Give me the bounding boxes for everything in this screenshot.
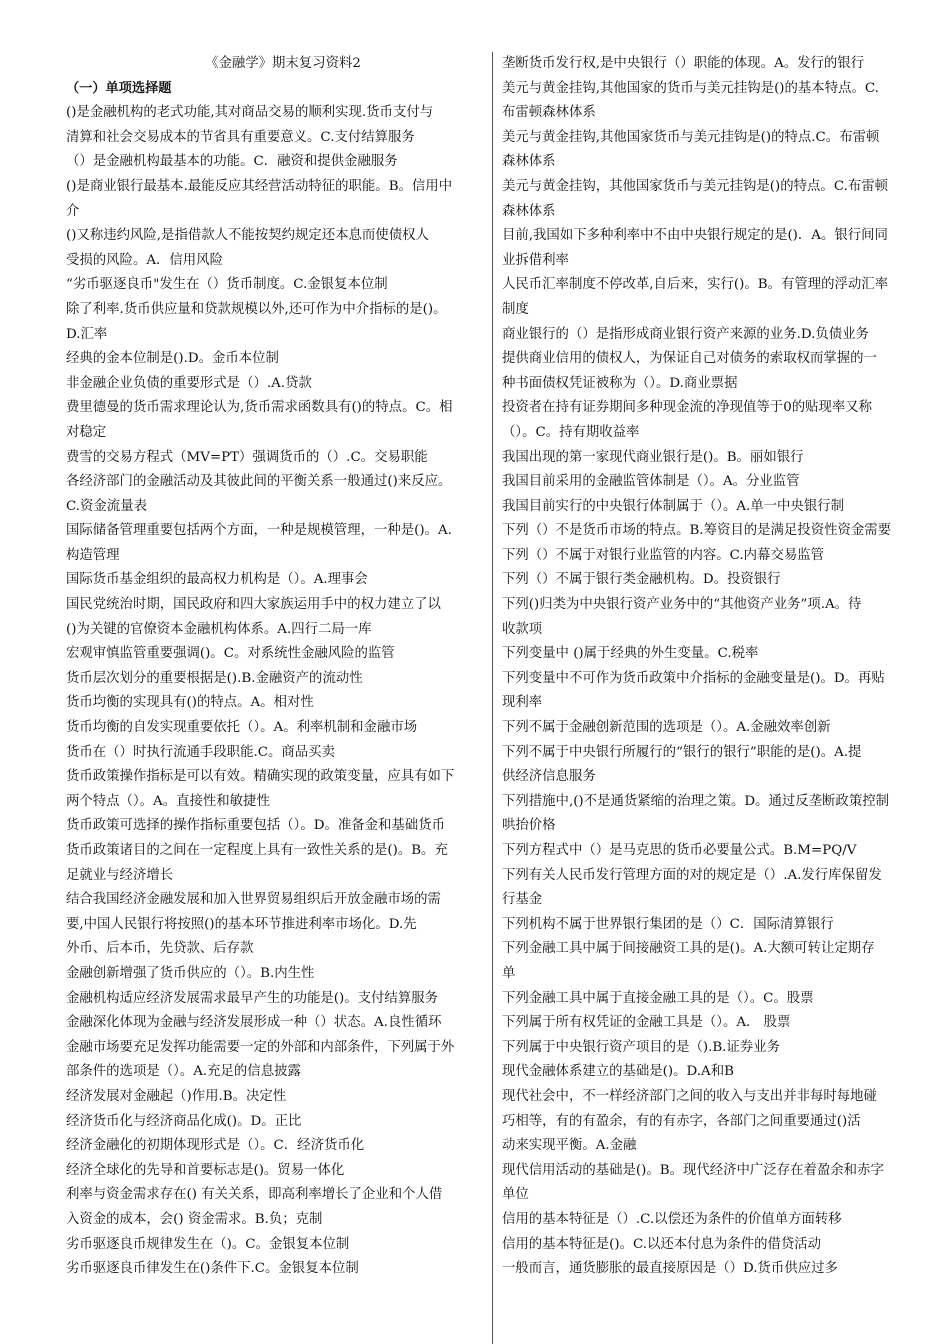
question-text-line: 我国出现的第一家现代商业银行是()。B。丽如银行 bbox=[502, 449, 804, 465]
question-item bbox=[502, 519, 922, 544]
question-item bbox=[66, 642, 480, 667]
question-item bbox=[502, 839, 922, 864]
question-text-line: 货币均衡的实现具有()的特点。A。相对性 bbox=[66, 695, 314, 711]
question-item bbox=[502, 642, 922, 667]
question-text-line: 信用的基本特征是()。C.以还本付息为条件的借贷活动 bbox=[502, 1236, 822, 1252]
question-item bbox=[66, 101, 480, 150]
question-item bbox=[502, 126, 922, 175]
question-text-line: ()是商业银行最基本.最能反应其经营活动特征的职能。B。信用中 bbox=[66, 178, 453, 194]
question-text-line: ()又称违约风险,是指借款人不能按契约规定还本息而使债权人 bbox=[66, 228, 429, 244]
question-text-line: 外币、后本币，先贷款、后存款 bbox=[66, 941, 254, 957]
question-item bbox=[502, 544, 922, 569]
question-text-line: 宏观审慎监管重要强调()。C。对系统性金融风险的监管 bbox=[66, 646, 395, 662]
question-item bbox=[502, 1036, 922, 1061]
question-text-line: 下列措施中,()不是通货紧缩的治理之策。D。通过反垄断政策控制 bbox=[502, 793, 889, 809]
question-text-line: （）。C。持有期收益率 bbox=[502, 424, 640, 440]
section-heading: （一）单项选择题 bbox=[66, 80, 172, 96]
question-text-line: 下列变量中 ()属于经典的外生变量。C.税率 bbox=[502, 646, 759, 662]
question-text-line: 货币在（）时执行流通手段职能.C。商品买卖 bbox=[66, 744, 335, 760]
question-item bbox=[66, 1134, 480, 1159]
question-text-line: 货币政策操作指标是可以有效。精确实现的政策变量，应具有如下 bbox=[66, 769, 455, 785]
question-text-line: 货币层次划分的重要根据是().B.金融资产的流动性 bbox=[66, 670, 363, 686]
question-item bbox=[66, 741, 480, 766]
question-text-line: 结合我国经济金融发展和加入世界贸易组织后开放金融市场的需 bbox=[66, 892, 441, 908]
question-item bbox=[66, 224, 480, 273]
question-text-line: 我国目前采用的金融监管体制是（）。A。分业监管 bbox=[502, 474, 800, 490]
question-item bbox=[66, 396, 480, 445]
question-text-line: 人民币汇率制度不停改革,自后来，实行()。B。有管理的浮动汇率 bbox=[502, 277, 889, 293]
question-text-line: 利率与资金需求存在() 有关关系，即高利率增长了企业和个人借 bbox=[66, 1187, 443, 1203]
question-item bbox=[66, 716, 480, 741]
question-text-line: 单位 bbox=[502, 1187, 529, 1203]
question-text-line: 商业银行的（）是指形成商业银行资产来源的业务.D.负债业务 bbox=[502, 326, 869, 342]
question-item bbox=[66, 839, 480, 888]
question-item bbox=[502, 864, 922, 913]
document-title: 《金融学》期末复习资料2 bbox=[205, 56, 361, 71]
question-item bbox=[66, 691, 480, 716]
left-column bbox=[66, 52, 493, 1344]
question-item bbox=[66, 888, 480, 962]
question-text-line: 现代信用活动的基础是()。B。现代经济中广泛存在着盈余和赤字 bbox=[502, 1162, 884, 1178]
question-item bbox=[66, 1085, 480, 1110]
left-question-list bbox=[66, 101, 480, 1282]
question-text-line: 哄抬价格 bbox=[502, 818, 556, 834]
question-text-line: 我国目前实行的中央银行体制属于（）。A.单一中央银行制 bbox=[502, 498, 844, 514]
question-item bbox=[66, 1159, 480, 1184]
question-item bbox=[502, 446, 922, 471]
question-item bbox=[502, 470, 922, 495]
question-text-line: 金融深化体现为金融与经济发展形成一种（）状态。A.良性循环 bbox=[66, 1015, 442, 1031]
question-text-line: 垄断货币发行权,是中央银行（）职能的体现。A。发行的银行 bbox=[502, 56, 865, 71]
question-text-line: 现代社会中，不一样经济部门之间的收入与支出并非每时每地碰 bbox=[502, 1088, 877, 1104]
question-text-line: 下列不属于金融创新范围的选项是（）。A.金融效率创新 bbox=[502, 720, 831, 736]
question-item bbox=[66, 347, 480, 372]
question-text-line: 下列机构不属于世界银行集团的是（）C．国际清算银行 bbox=[502, 916, 834, 932]
question-text-line: C.资金流量表 bbox=[66, 498, 147, 514]
question-item bbox=[66, 765, 480, 814]
question-text-line: 业拆借利率 bbox=[502, 252, 569, 268]
question-text-line: 信用的基本特征是（）.C.以偿还为条件的价值单方面转移 bbox=[502, 1211, 842, 1227]
question-text-line: 经济全球化的先导和首要标志是()。贸易一体化 bbox=[66, 1162, 345, 1178]
question-text-line: 下列金融工具中属于直接金融工具的是（）。C。股票 bbox=[502, 990, 814, 1006]
question-text-line: 劣币驱逐良币规律发生在（)。C。金银复本位制 bbox=[66, 1236, 350, 1252]
question-item bbox=[66, 987, 480, 1012]
question-item bbox=[502, 716, 922, 741]
question-item bbox=[66, 470, 480, 519]
question-text-line: 经济发展对金融起（)作用.B。决定性 bbox=[66, 1088, 287, 1104]
question-text-line: 布雷顿森林体系 bbox=[502, 105, 596, 121]
question-text-line: 劣币驱逐良币律发生在()条件下.C。金银复本位制 bbox=[66, 1261, 359, 1277]
question-text-line: 行基金 bbox=[502, 892, 543, 908]
question-text-line: 经济货币化与经济商品化成()。D。正比 bbox=[66, 1113, 302, 1129]
question-text-line: 入资金的成本，会() 资金需求。B.负；克制 bbox=[66, 1211, 323, 1227]
question-item bbox=[502, 175, 922, 224]
question-text-line: 巧相等，有的有盈余，有的有赤字，各部门之间重要通过()活 bbox=[502, 1113, 861, 1129]
question-item bbox=[66, 962, 480, 987]
question-item bbox=[66, 273, 480, 298]
question-item bbox=[502, 52, 922, 77]
question-item bbox=[502, 1257, 922, 1282]
question-text-line: 制度 bbox=[502, 301, 529, 317]
question-text-line: 下列属于中央银行资产项目的是（).B.证券业务 bbox=[502, 1039, 780, 1055]
question-text-line: 金融市场要充足发挥功能需要一定的外部和内部条件，下列属于外 bbox=[66, 1039, 455, 1055]
question-text-line: 下列（）不属于对银行业监管的内容。C.内幕交易监管 bbox=[502, 547, 825, 563]
question-item bbox=[66, 175, 480, 224]
question-text-line: 非金融企业负债的重要形式是（）.A.贷款 bbox=[66, 375, 312, 391]
question-text-line: 动来实现平衡。A.金融 bbox=[502, 1138, 637, 1154]
question-item bbox=[66, 298, 480, 347]
question-text-line: 现代金融体系建立的基础是()。D.A和B bbox=[502, 1064, 734, 1080]
question-text-line: 国际储备管理重要包括两个方面，一种是规模管理，一种是()。A. bbox=[66, 523, 452, 539]
question-text-line: 货币均衡的自发实现重要依托（）。A。利率机制和金融市场 bbox=[66, 720, 418, 736]
question-text-line: 美元与黄金挂钩，其他国家货币与美元挂钩是()的特点。C.布雷顿 bbox=[502, 178, 889, 194]
question-text-line: 下列不属于中央银行所履行的“银行的银行”职能的是()。A.提 bbox=[502, 744, 862, 760]
question-item bbox=[66, 1036, 480, 1085]
question-item bbox=[502, 323, 922, 348]
question-item bbox=[502, 937, 922, 986]
question-text-line: 经典的金本位制是().D。金币本位制 bbox=[66, 351, 279, 367]
question-text-line: 下列（）不属于银行类金融机构。D。投资银行 bbox=[502, 572, 781, 588]
question-text-line: 一般而言，通货膨胀的最直接原因是（）D.货币供应过多 bbox=[502, 1261, 838, 1277]
question-text-line: 下列（）不是货币市场的特点。B.筹资目的是满足投资性资金需要 bbox=[502, 523, 892, 539]
question-item bbox=[502, 790, 922, 839]
question-item bbox=[66, 446, 480, 471]
question-text-line: D.汇率 bbox=[66, 326, 108, 342]
question-item bbox=[66, 372, 480, 397]
question-text-line: 单 bbox=[502, 965, 516, 981]
question-text-line: 目前,我国如下多种利率中不由中央银行规定的是()．A。银行间同 bbox=[502, 228, 888, 244]
question-item bbox=[502, 593, 922, 642]
question-text-line: 部条件的选项是（）。A.充足的信息披露 bbox=[66, 1064, 301, 1080]
question-text-line: （）是金融机构最基本的功能。C．融资和提供金融服务 bbox=[66, 154, 398, 170]
question-item bbox=[502, 495, 922, 520]
question-text-line: ()是金融机构的老式功能,其对商品交易的顺利实现.货币支付与 bbox=[66, 105, 434, 121]
question-item bbox=[502, 77, 922, 126]
question-item bbox=[66, 1233, 480, 1258]
question-item bbox=[502, 1060, 922, 1085]
right-question-list bbox=[502, 52, 922, 1282]
question-text-line: 国际货币基金组织的最高权力机构是（）。A.理事会 bbox=[66, 572, 368, 588]
question-text-line: 收款项 bbox=[502, 621, 543, 637]
question-text-line: 森林体系 bbox=[502, 203, 556, 219]
question-text-line: 下列变量中不可作为货币政策中介指标的金融变量是()。D。再贴 bbox=[502, 670, 885, 686]
question-item bbox=[502, 273, 922, 322]
question-item bbox=[66, 519, 480, 568]
question-item bbox=[502, 1233, 922, 1258]
question-text-line: 对稳定 bbox=[66, 424, 107, 440]
question-text-line: ()为关键的官僚资本金融机构体系。A.四行二局一库 bbox=[66, 621, 372, 637]
question-text-line: 金融机构适应经济发展需求最早产生的功能是()。支付结算服务 bbox=[66, 990, 438, 1006]
question-text-line: 下列()归类为中央银行资产业务中的“其他资产业务”项.A。待 bbox=[502, 597, 862, 613]
question-text-line: 受损的风险。A．信用风险 bbox=[66, 252, 223, 268]
question-text-line: 经济金融化的初期体现形式是（）。C．经济货币化 bbox=[66, 1138, 365, 1154]
question-item bbox=[66, 593, 480, 642]
question-item bbox=[66, 667, 480, 692]
question-text-line: “劣币驱逐良币"发生在（）货币制度。C.金银复本位制 bbox=[66, 277, 388, 293]
question-text-line: 国民党统治时期，国民政府和四大家族运用手中的权力建立了以 bbox=[66, 597, 441, 613]
question-item bbox=[502, 224, 922, 273]
question-text-line: 货币政策诸目的之间在一定程度上具有一致性关系的是()。B。充 bbox=[66, 843, 448, 858]
question-text-line: 种书面债权凭证被称为（）。D.商业票据 bbox=[502, 375, 738, 391]
question-text-line: 森林体系 bbox=[502, 154, 556, 170]
question-text-line: 下列金融工具中属于间接融资工具的是()。A.大额可转让定期存 bbox=[502, 941, 875, 957]
question-text-line: 供经济信息服务 bbox=[502, 769, 596, 785]
question-text-line: 提供商业信用的债权人，为保证自己对债务的索取权而掌握的一 bbox=[502, 351, 877, 367]
question-item bbox=[66, 568, 480, 593]
question-item bbox=[502, 913, 922, 938]
question-text-line: 货币政策可选择的操作指标重要包括（）。D。准备金和基础货币 bbox=[66, 818, 445, 834]
question-text-line: 投资者在持有证券期间多种现金流的净现值等于0的贴现率又称 bbox=[502, 400, 873, 416]
question-text-line: 足就业与经济增长 bbox=[66, 867, 174, 883]
question-item bbox=[502, 741, 922, 790]
question-item bbox=[66, 1011, 480, 1036]
question-text-line: 下列方程式中（）是马克思的货币必要量公式。B.M=PQ/V bbox=[502, 843, 857, 858]
question-text-line: 介 bbox=[66, 203, 80, 219]
question-item bbox=[66, 1257, 480, 1282]
question-text-line: 下列属于所有权凭证的金融工具是（）。A． 股票 bbox=[502, 1015, 791, 1031]
question-item bbox=[502, 347, 922, 396]
question-item bbox=[66, 1110, 480, 1135]
question-text-line: 下列有关人民币发行管理方面的对的规定是（）.A.发行库保留发 bbox=[502, 867, 882, 883]
question-item bbox=[502, 1011, 922, 1036]
question-text-line: 构造管理 bbox=[66, 547, 120, 563]
question-text-line: 费里德曼的货币需求理论认为,货币需求函数具有()的特点。C。相 bbox=[66, 400, 453, 416]
question-text-line: 除了利率.货币供应量和贷款规模以外,还可作为中介指标的是()。 bbox=[66, 301, 447, 317]
question-text-line: 两个特点（）。A。直接性和敏捷性 bbox=[66, 793, 270, 809]
question-text-line: 清算和社会交易成本的节省具有重要意义。C.支付结算服务 bbox=[66, 129, 415, 145]
question-text-line: 美元与黄金挂钩,其他国家的货币与美元挂钩是()的基本特点。C. bbox=[502, 80, 879, 96]
question-text-line: 要,中国人民银行将按照()的基本环节推进利率市场化。D.先 bbox=[66, 916, 417, 932]
question-item bbox=[502, 396, 922, 445]
question-item bbox=[502, 667, 922, 716]
question-item bbox=[502, 987, 922, 1012]
question-item bbox=[502, 1159, 922, 1208]
question-item bbox=[66, 1183, 480, 1232]
question-item bbox=[502, 1085, 922, 1159]
question-text-line: 美元与黄金挂钩,其他国家货币与美元挂钩是()的特点.C。布雷顿 bbox=[502, 129, 880, 145]
question-item bbox=[502, 568, 922, 593]
question-item bbox=[66, 814, 480, 839]
question-text-line: 金融创新增强了货币供应的（）。B.内生性 bbox=[66, 965, 315, 981]
question-text-line: 现利率 bbox=[502, 695, 543, 711]
question-text-line: 各经济部门的金融活动及其彼此间的平衡关系一般通过()来反应。 bbox=[66, 474, 452, 490]
question-item bbox=[66, 150, 480, 175]
question-item bbox=[502, 1208, 922, 1233]
question-text-line: 费雪的交易方程式（MV=PT）强调货币的（）.C。交易职能 bbox=[66, 449, 428, 465]
right-column bbox=[493, 52, 922, 1344]
